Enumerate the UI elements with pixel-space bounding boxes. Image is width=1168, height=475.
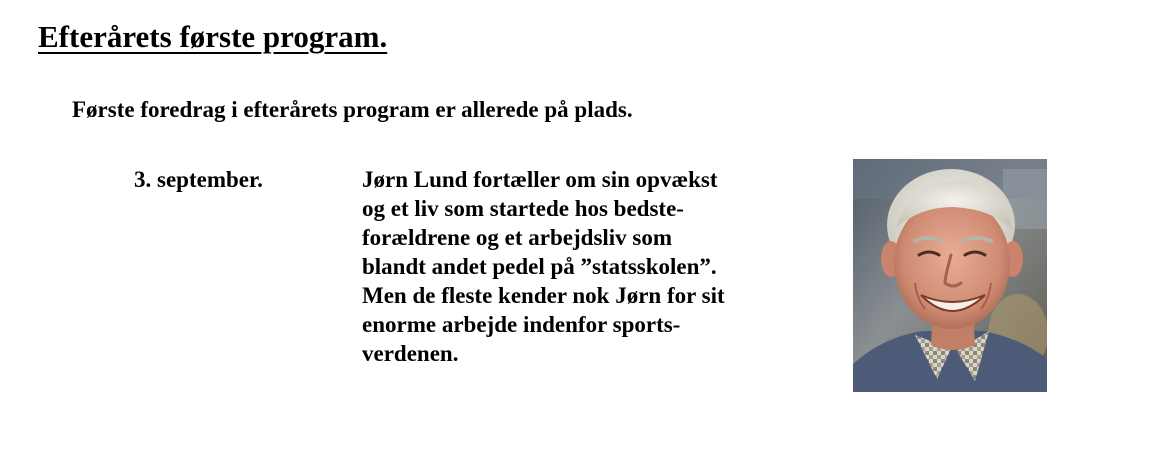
page-title: Efterårets første program. bbox=[38, 19, 388, 54]
event-description-line: og et liv som startede hos bedste- bbox=[362, 196, 684, 221]
event-description-line: forældrene og et arbejdsliv som bbox=[362, 225, 673, 250]
intro-text: Første foredrag i efterårets program er allerede på plads. bbox=[72, 97, 633, 122]
event-date: 3. september. bbox=[134, 167, 263, 192]
portrait-photo bbox=[853, 159, 1047, 392]
event-description-line: verdenen. bbox=[362, 341, 459, 366]
event-description-line: enorme arbejde indenfor sports- bbox=[362, 312, 681, 337]
event-description-line: blandt andet pedel på ”statsskolen”. bbox=[362, 254, 717, 279]
event-description bbox=[362, 165, 725, 368]
event-description-line: Jørn Lund fortæller om sin opvækst bbox=[362, 167, 718, 192]
event-description-line: Men de fleste kender nok Jørn for sit bbox=[362, 283, 725, 308]
